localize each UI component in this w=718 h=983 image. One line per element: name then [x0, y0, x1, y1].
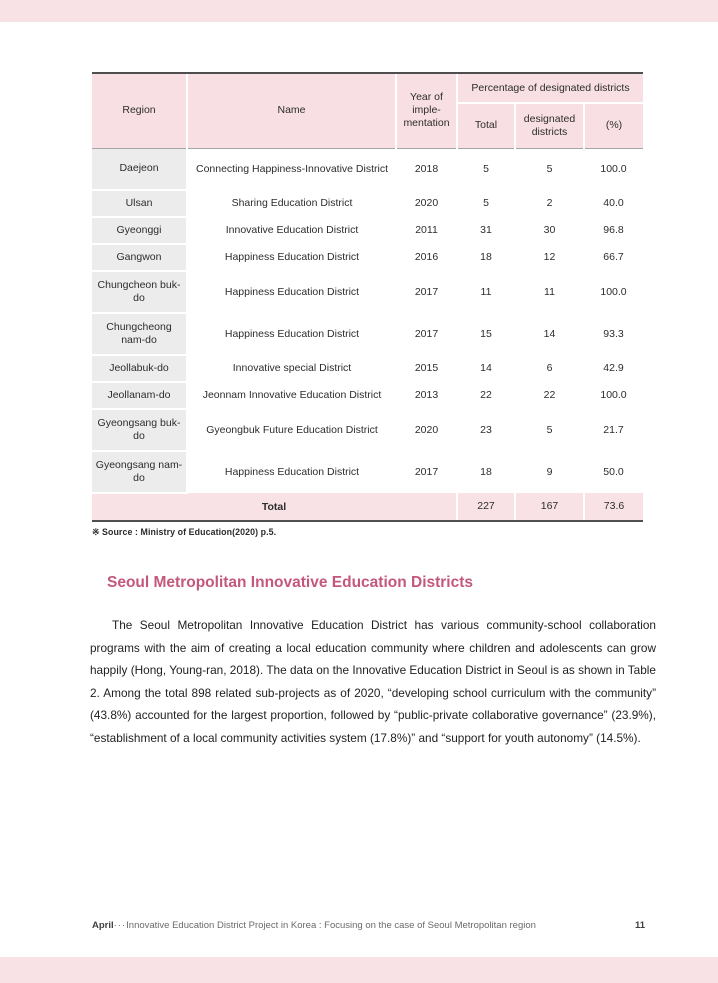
- cell-percent: 100.0: [600, 285, 627, 298]
- col-header-designated: designated districts: [515, 103, 584, 148]
- section-heading: Seoul Metropolitan Innovative Education Districts: [107, 574, 474, 591]
- cell-region: Chungcheong nam-do: [92, 313, 187, 355]
- cell-region: Jeollabuk-do: [92, 355, 187, 382]
- cell-total: 18: [480, 465, 492, 478]
- cell-percent: 100.0: [600, 162, 627, 175]
- cell-year: 2013: [414, 389, 439, 401]
- cell-percent-sum: 73.6: [584, 493, 643, 520]
- cell-year: 2018: [414, 162, 439, 175]
- col-header-total: Total: [457, 103, 515, 148]
- table-row: [92, 244, 643, 271]
- cell-percent: 93.3: [603, 327, 624, 340]
- cell-name: Gyeongbuk Future Education District: [206, 423, 378, 436]
- cell-region: Gangwon: [92, 244, 187, 271]
- cell-percent: 40.0: [603, 197, 624, 209]
- cell-total: 14: [480, 362, 492, 374]
- cell-total: 5: [483, 162, 489, 175]
- page-number: 11: [634, 920, 645, 931]
- table-source-note: ※ Source : Ministry of Education(2020) p.5.: [92, 527, 277, 537]
- table-total-row: [92, 493, 643, 520]
- cell-region: Daejeon: [92, 148, 187, 190]
- cell-region: Ulsan: [92, 190, 187, 217]
- cell-designated: 6: [546, 362, 553, 374]
- table-row: [92, 217, 643, 244]
- table-header: [92, 74, 643, 148]
- col-header-region: Region: [92, 74, 187, 148]
- cell-name: Happiness Education District: [224, 251, 360, 263]
- cell-year: 2017: [414, 465, 439, 478]
- cell-region: Gyeongsang nam-do: [92, 451, 187, 493]
- table-row: [92, 313, 643, 355]
- cell-name: Jeonnam Innovative Education District: [202, 389, 382, 401]
- cell-total: 23: [480, 423, 492, 436]
- footer-running-title: [92, 920, 536, 931]
- cell-year: 2020: [414, 197, 439, 209]
- footer-article-title: Innovative Education District Project in Korea : Focusing on the case of Seoul Metropolitan region: [126, 920, 536, 931]
- cell-year: 2020: [414, 423, 439, 436]
- cell-designated: 11: [544, 285, 555, 298]
- cell-designated: 9: [546, 465, 553, 478]
- page-footer: [92, 920, 645, 931]
- table-row: [92, 409, 643, 451]
- cell-designated: 2: [546, 197, 553, 209]
- footer-journal: April: [92, 920, 114, 931]
- cell-percent: 50.0: [603, 465, 624, 478]
- cell-region: Gyeongsang buk-do: [92, 409, 187, 451]
- table-row: [92, 190, 643, 217]
- cell-total: 11: [480, 285, 492, 298]
- cell-name: Happiness Education District: [224, 465, 360, 478]
- cell-year: 2016: [414, 251, 439, 263]
- body-paragraph: The Seoul Metropolitan Innovative Education District has various community-school collaboration programs with the aim of creating a local education community where children and adolescents can grow happily (Hong, Young-ran, 2018). The data on the Innovative Education District in Seoul is as shown in Table 2. Among the total 898 related sub-projects as of 2020, “developing school curriculum with the community” (43.8%) accounted for the largest proportion, followed by “public-private collaborative governance” (23.9%), “establishment of a local community activities system (17.8%)” and “support for youth autonomy” (14.5%).: [90, 618, 656, 745]
- cell-total-label: Total: [92, 493, 457, 520]
- table-row: [92, 355, 643, 382]
- col-header-name: Name: [187, 74, 396, 148]
- cell-name: Connecting Happiness-Innovative District: [195, 162, 388, 175]
- cell-total: 5: [483, 197, 489, 209]
- cell-total: 15: [480, 327, 492, 340]
- table-row: [92, 382, 643, 409]
- cell-designated: 30: [543, 224, 556, 236]
- cell-name: Innovative special District: [232, 362, 352, 374]
- cell-year: 2015: [414, 362, 439, 374]
- cell-total: 31: [480, 224, 492, 236]
- cell-year: 2017: [414, 327, 439, 340]
- cell-year: 2017: [414, 285, 439, 298]
- table-row: [92, 451, 643, 493]
- cell-designated-sum: 167: [515, 493, 584, 520]
- bottom-accent-band: [0, 957, 718, 983]
- cell-percent: 66.7: [603, 251, 624, 263]
- table-row: [92, 271, 643, 313]
- cell-name: Happiness Education District: [224, 327, 360, 340]
- cell-total: 18: [480, 251, 492, 263]
- cell-designated: 22: [543, 389, 556, 401]
- cell-percent: 21.7: [603, 423, 624, 436]
- cell-region: Chungcheon buk-do: [92, 271, 187, 313]
- cell-total: 22: [480, 389, 492, 401]
- top-accent-band: [0, 0, 718, 22]
- cell-designated: 14: [543, 327, 556, 340]
- col-header-percentage-group: Percentage of designated districts: [457, 74, 643, 103]
- cell-total-sum: 227: [457, 493, 515, 520]
- cell-region: Jeollanam-do: [92, 382, 187, 409]
- cell-designated: 12: [543, 251, 556, 263]
- cell-name: Innovative Education District: [225, 224, 359, 236]
- table-row: [92, 148, 643, 190]
- cell-percent: 100.0: [600, 389, 627, 401]
- col-header-year: Year of imple-mentation: [396, 74, 457, 148]
- districts-table-wrap: [92, 72, 643, 522]
- cell-designated: 5: [546, 162, 553, 175]
- footer-separator-dots: ···: [113, 920, 127, 931]
- cell-name: Sharing Education District: [231, 197, 353, 209]
- cell-percent: 42.9: [603, 362, 624, 374]
- cell-year: 2011: [415, 224, 438, 236]
- cell-name: Happiness Education District: [224, 285, 360, 298]
- col-header-percent: (%): [584, 103, 643, 148]
- cell-designated: 5: [546, 423, 553, 436]
- cell-region: Gyeonggi: [92, 217, 187, 244]
- districts-table: [92, 74, 643, 520]
- cell-percent: 96.8: [603, 224, 624, 236]
